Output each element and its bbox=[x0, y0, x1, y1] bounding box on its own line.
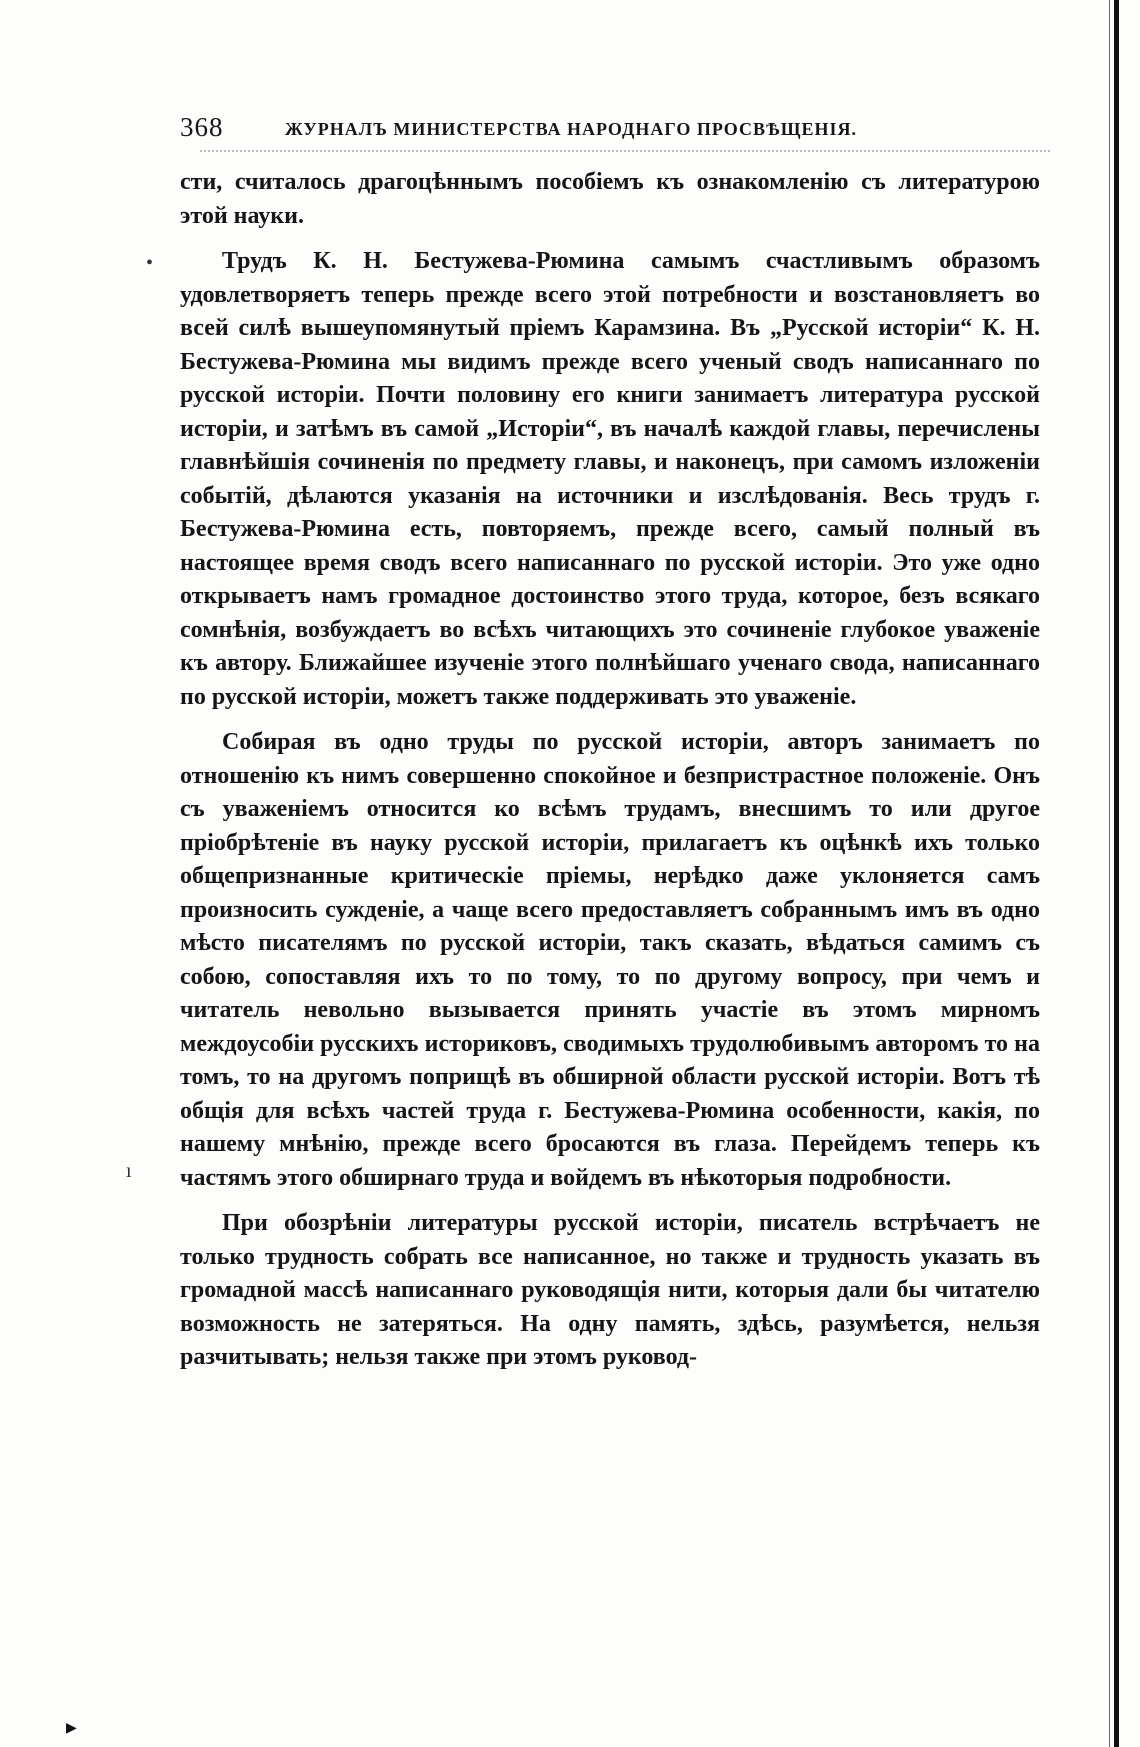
header-rule bbox=[200, 150, 1050, 156]
margin-speck: ı bbox=[126, 1160, 132, 1182]
body-text bbox=[180, 166, 1040, 1375]
margin-speck: • bbox=[146, 252, 154, 274]
page-number: 368 bbox=[180, 112, 224, 142]
page-edge-shadow bbox=[1109, 0, 1110, 1747]
paragraph-continuation: сти, считалось драгоцѣннымъ пособіемъ къ ознакомленію съ литературою этой науки. bbox=[180, 169, 1040, 229]
paragraph: Собирая въ одно труды по русской исторіи, авторъ занимаетъ по отношенію къ нимъ совершенно спокойное и безпристрастное положеніе. Онъ съ уваженіемъ относится ко всѣмъ трудамъ, внесшимъ то или другое пріобрѣтеніе въ науку русской исторіи, прилагаетъ къ оцѣнкѣ ихъ только общепризнанные критическіе пріемы, нерѣдко даже уклоняется самъ произносить сужденіе, а чаще всего предоставляетъ собраннымъ имъ въ одно мѣсто писателямъ по русской исторіи, такъ сказать, вѣдаться самимъ съ собою, сопоставляя ихъ то по тому, то по другому вопросу, при чемъ и читатель невольно вызывается принять участіе въ этомъ мирномъ междоусобіи русскихъ историковъ, сводимыхъ трудолюбивымъ авторомъ то на томъ, то на другомъ поприщѣ въ обширной области русской исторіи. Вотъ тѣ общія для всѣхъ частей труда г. Бестужева-Рюмина особенности, какія, по нашему мнѣнію, прежде всего бросаются въ глаза. Перейдемъ теперь къ частямъ этого обширнаго труда и войдемъ въ нѣкоторыя подробности. bbox=[180, 729, 1040, 1191]
paragraph: При обозрѣніи литературы русской исторіи, писатель встрѣчаетъ не только трудность собрать все написанное, но также и трудность указать въ громадной массѣ написаннаго руководящія нити, которыя дали бы читателю возможность не затеряться. На одну память, здѣсь, разумѣется, нельзя разчитывать; нельзя также при этомъ руковод- bbox=[180, 1210, 1040, 1370]
scan-corner-mark: ▶ bbox=[66, 1721, 77, 1736]
paragraph: Трудъ К. Н. Бестужева-Рюмина самымъ счастливымъ образомъ удовлетворяетъ теперь прежде всего этой потребности и возстановляетъ во всей силѣ вышеупомянутый пріемъ Карамзина. Въ „Русской исторіи“ К. Н. Бестужева-Рюмина мы видимъ прежде всего ученый сводъ написаннаго по русской исторіи. Почти половину его книги занимаетъ литература русской исторіи, и затѣмъ въ самой „Исторіи“, въ началѣ каждой главы, перечислены главнѣйшія сочиненія по предмету главы, и наконецъ, при самомъ изложеніи событій, дѣлаются указанія на источники и изслѣдованія. Весь трудъ г. Бестужева-Рюмина есть, повторяемъ, прежде всего, самый полный въ настоящее время сводъ всего написаннаго по русской исторіи. Это уже одно открываетъ намъ громадное достоинство этого труда, которое, безъ всякаго сомнѣнія, возбуждаетъ во всѣхъ читающихъ это сочиненіе глубокое уваженіе къ автору. Ближайшее изученіе этого полнѣйшаго ученаго свода, написаннаго по русской исторіи, можетъ также поддерживать это уваженіе. bbox=[180, 248, 1040, 710]
page-header bbox=[180, 112, 1040, 146]
page-edge-binding bbox=[1114, 0, 1119, 1747]
running-head: ЖУРНАЛЪ МИНИСТЕРСТВА НАРОДНАГО ПРОСВѢЩЕНІЯ. bbox=[285, 119, 858, 139]
